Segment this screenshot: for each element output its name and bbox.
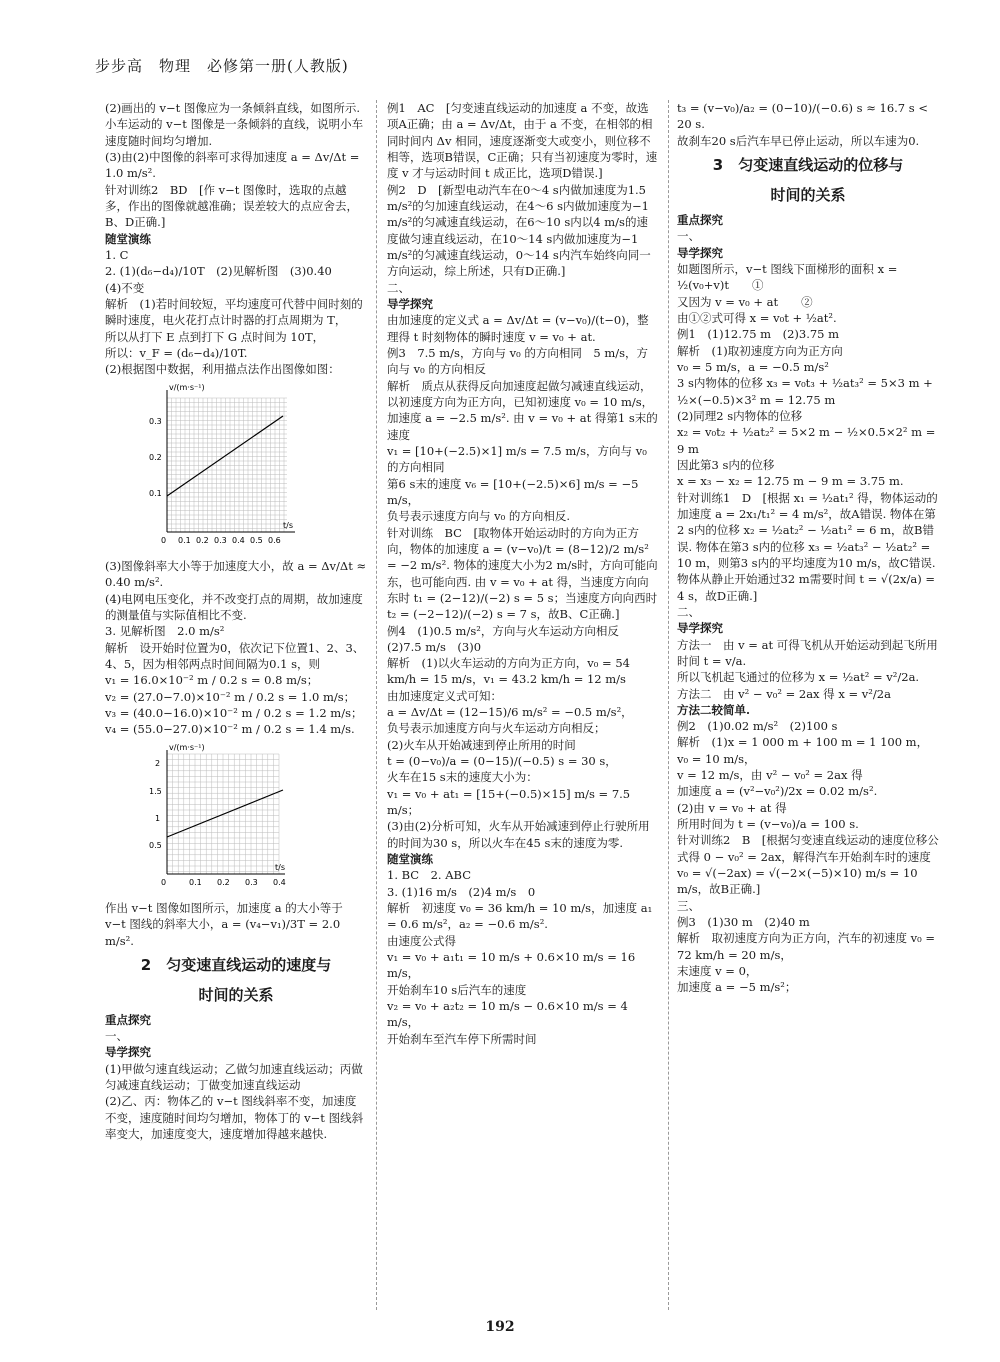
x-tick-label: 0.4 <box>273 877 286 887</box>
text-line: 解析 取初速度方向为正方向，汽车的初速度 v₀ = 72 km/h = 20 m/s， <box>677 931 936 962</box>
text-line: (4)不变 <box>105 280 145 295</box>
text-line: 重点探究 <box>105 1012 151 1027</box>
text-line: 3 s内物体的位移 x₃ = v₀t₃ + ½at₃² = 5×3 m + ½×(−0.5)×3² m = 12.75 m <box>677 376 933 407</box>
graph-grid <box>167 398 287 532</box>
answer-block <box>105 558 367 738</box>
y-tick-label: 2 <box>155 758 161 768</box>
text-line: (2)火车从开始减速到停止所用的时间 <box>387 737 576 752</box>
text-line: 作出 v−t 图像如图所示，加速度 a 的大小等于 v−t 图线的斜率大小，a = (v₄−v₁)/3T = 2.0 m/s². <box>105 900 343 948</box>
y-tick-label: 0.2 <box>149 452 162 462</box>
text-line: v₀ = 5 m/s，a = −0.5 m/s² <box>677 359 829 374</box>
text-line: (3)由(2)分析可知，火车从开始减速到停止行驶所用的时间为30 s，所以火车在45 s末的速度为零. <box>387 819 650 850</box>
y-tick-label: 1 <box>155 813 161 823</box>
fit-line <box>167 416 283 496</box>
text-line: (4)电网电压变化，并不改变打点的周期，故加速度的测量值与实际值相比不变. <box>105 591 363 622</box>
text-line: 所用时间为 t = (v−v₀)/a = 100 s. <box>677 817 859 832</box>
answer-block <box>105 1012 367 1143</box>
text-line: 所以从打下 E 点到打下 G 点时间为 10T， <box>105 329 325 344</box>
x-tick-label: 0.2 <box>196 535 209 545</box>
section-title: 2 匀变速直线运动的速度与 <box>140 955 332 974</box>
text-line: 又因为 v = v₀ + at ② <box>677 294 813 309</box>
text-line: 开始刹车10 s后汽车的速度 <box>387 982 527 997</box>
text-line: 重点探究 <box>677 212 723 227</box>
y-tick-label: 0.1 <box>149 488 162 498</box>
text-line: 随堂演练 <box>387 852 433 867</box>
x-tick-label: 0.6 <box>268 535 281 545</box>
x-tick-label: 0 <box>161 535 167 545</box>
answer-block <box>387 100 659 1047</box>
text-line: a = Δv/Δt = (12−15)/6 m/s² = −0.5 m/s²， <box>387 705 633 720</box>
text-line: 例1 AC [匀变速直线运动的加速度 a 不变，故选项A正确；由 a = Δv/Δt，由于 a 不变，在相邻的相同时间内 Δv 相同，速度逐渐变大或变小，则位移不相等，选项B错误，C正确；只有当初速度为零时，速度 v 才与运动时间 t 成正比，选项D错误.] <box>387 101 658 181</box>
text-line: 由加速度的定义式 a = Δv/Δt = (v−v₀)/(t−0)，整理得 t 时刻物体的瞬时速度 v = v₀ + at. <box>387 313 649 344</box>
velocity-time-graph-2 <box>135 742 305 892</box>
text-line: 解析 质点从获得反向加速度起做匀减速直线运动，以初速度方向为正方向，已知初速度 v₀ = 10 m/s，加速度 a = −2.5 m/s². 由 v = v₀ + at 得第1 s末的速度 <box>387 378 658 442</box>
text-line: 第6 s末的速度 v₆ = [10+(−2.5)×6] m/s = −5 m/s， <box>387 476 639 507</box>
x-tick-label: 0.3 <box>245 877 258 887</box>
running-header: 步步高 物理 必修第一册(人教版) <box>95 57 349 75</box>
text-line: 例2 D [新型电动汽车在0～4 s内做加速度为1.5 m/s²的匀加速直线运动，在4～6 s内做加速度为−1 m/s²的匀减速直线运动，在6～10 s内以4 m/s的速度做匀速直线运动，在10～14 s内做加速度为−1 m/s²的匀减速直线运动，0～14 s内汽车始终向同一方向运动，综上所述，只有D正确.] <box>387 182 651 279</box>
answer-block <box>105 100 367 378</box>
text-line: (3)图像斜率大小等于加速度大小，故 a = Δv/Δt ≈ 0.40 m/s². <box>105 558 367 590</box>
text-line: v₁ = 16.0×10⁻² m / 0.2 s = 0.8 m/s； <box>105 673 319 688</box>
x-tick-label: 0.5 <box>250 535 263 545</box>
column-divider <box>668 100 669 1310</box>
text-line: 方法一 由 v = at 可得飞机从开始运动到起飞所用时间 t = v/a. <box>677 637 938 668</box>
text-line: 例3 (1)30 m (2)40 m <box>677 915 810 930</box>
text-line: 开始刹车至汽车停下所需时间 <box>387 1031 537 1046</box>
text-line: 解析 (1)x = 1 000 m + 100 m = 1 100 m，v₀ = 10 m/s， <box>677 735 929 766</box>
text-line: 针对训练 BC [取物体开始运动时的方向为正方向，物体的加速度 a = (v−v₀)/t = (8−12)/2 m/s² = −2 m/s². 物体的速度大小为2 m/s时，方向可能向东，也可能向西. 由 v = v₀ + at 得，当速度方向向东时 t₁ = (2−12)/(−2) s = 5 s；当速度方向向西时 t₂ = (−2−12)/(−2) s = 7 s，故B、C正确.] <box>387 525 658 622</box>
text-line: t = (0−v₀)/a = (0−15)/(−0.5) s = 30 s， <box>387 754 617 769</box>
x-tick-label: 0.1 <box>189 877 202 887</box>
text-line: 加速度 a = (v²−v₀²)/2x = 0.02 m/s². <box>677 784 878 799</box>
text-line: 由速度公式得 <box>387 933 456 948</box>
text-line: v = 12 m/s，由 v² − v₀² = 2ax 得 <box>677 768 863 783</box>
column-left <box>105 100 367 1314</box>
text-line: 火车在15 s末的速度大小为： <box>387 770 538 785</box>
page-number: 192 <box>485 1319 515 1335</box>
text-line: 针对训练1 D [根据 x₁ = ½at₁² 得，物体运动的加速度 a = 2x₁/t₁² = 4 m/s²，故A错误. 物体在第2 s内的位移 x₂ = ½at₂² − ½at₁² = 6 m，故B错误. 物体在第3 s内的位移 x₃ = ½at₃² − ½at₂² = 10 m，则第3 s内的平均速度为10 m/s，故C错误. 物体从静止开始通过32 m需要时间 t = √(2x/a) = 4 s，故D正确.] <box>677 490 938 603</box>
text-line: (2)根据图中数据，利用描点法作出图像如图： <box>105 362 340 377</box>
text-line: x₂ = v₀t₂ + ½at₂² = 5×2 m − ½×0.5×2² m = 9 m <box>677 425 936 456</box>
text-line: 加速度 a = −5 m/s²； <box>677 980 797 995</box>
text-line: 二、 <box>677 604 700 619</box>
text-line: 导学探究 <box>677 245 723 260</box>
text-line: 因此第3 s内的位移 <box>677 457 775 472</box>
text-line: 1. C <box>105 247 129 262</box>
text-line: 1. BC 2. ABC <box>387 868 471 883</box>
y-tick-label: 0.3 <box>149 416 162 426</box>
text-line: 解析 (1)以火车运动的方向为正方向，v₀ = 54 km/h = 15 m/s，v₁ = 43.2 km/h = 12 m/s <box>387 656 630 687</box>
x-tick-label: 0.1 <box>178 535 191 545</box>
x-tick-label: 0.4 <box>232 535 245 545</box>
fit-line <box>167 790 283 837</box>
answer-block <box>677 100 939 149</box>
text-line: 三、 <box>677 898 700 913</box>
text-line: 由加速度定义式可知： <box>387 688 502 703</box>
text-line: 末速度 v = 0， <box>677 964 758 979</box>
text-line: 3. 见解析图 2.0 m/s² <box>105 624 225 639</box>
text-line: v₃ = (40.0−16.0)×10⁻² m / 0.2 s = 1.2 m/s； <box>105 705 363 720</box>
text-line: 3. (1)16 m/s (2)4 m/s 0 <box>387 884 536 899</box>
text-line: v₂ = (27.0−7.0)×10⁻² m / 0.2 s = 1.0 m/s； <box>105 689 356 704</box>
text-line: 解析 初速度 v₀ = 36 km/h = 10 m/s，加速度 a₁ = 0.6 m/s²，a₂ = −0.6 m/s². <box>387 901 653 932</box>
text-line: 所以飞机起飞通过的位移为 x = ½at² = v²/2a. <box>677 670 920 685</box>
y-tick-label: 0.5 <box>149 840 162 850</box>
text-line: t₃ = (v−v₀)/a₂ = (0−10)/(−0.6) s ≈ 16.7 s < 20 s. <box>677 101 928 132</box>
text-line: 二、 <box>387 280 410 295</box>
text-line: 解析 (1)若时间较短，平均速度可代替中间时刻的瞬时速度，电火花打点计时器的打点周期为 T， <box>105 296 363 328</box>
text-line: x = x₃ − x₂ = 12.75 m − 9 m = 3.75 m. <box>677 474 904 489</box>
column-divider <box>376 100 377 1310</box>
text-line: 由①②式可得 x = v₀t + ½at². <box>677 310 837 325</box>
section-title: 时间的关系 <box>770 186 846 205</box>
text-line: v₄ = (55.0−27.0)×10⁻² m / 0.2 s = 1.4 m/s. <box>105 722 355 737</box>
text-line: (2)乙、丙：物体乙的 v−t 图线斜率不变，加速度不变，速度随时间均匀增加，物体丁的 v−t 图线斜率变大，加速度变大，速度增加得越来越快. <box>105 1094 364 1142</box>
text-line: (1)甲做匀速直线运动；乙做匀加速直线运动；丙做匀减速直线运动；丁做变加速直线运动 <box>105 1061 363 1093</box>
text-line: (2)画出的 v−t 图像应为一条倾斜直线，如图所示. 小车运动的 v−t 图像是一条倾斜的直线，说明小车速度随时间均匀增加. <box>105 101 364 148</box>
text-line: 导学探究 <box>387 296 433 311</box>
x-tick-label: 0.3 <box>214 535 227 545</box>
x-axis-label: t/s <box>283 520 293 530</box>
text-line: 例4 (1)0.5 m/s²，方向与火车运动方向相反 (2)7.5 m/s (3)0 <box>387 623 631 654</box>
text-line: 针对训练2 B [根据匀变速直线运动的速度位移公式得 0 − v₀² = 2ax，解得汽车开始刹车时的速度 v₀ = √(−2ax) = √(−2×(−5)×10) m/s = 10 m/s，故B正确.] <box>677 833 939 897</box>
text-line: 2. (1)(d₆−d₄)/10T (2)见解析图 (3)0.40 <box>105 264 332 279</box>
column-right <box>677 100 939 1314</box>
text-line: 例1 (1)12.75 m (2)3.75 m <box>677 327 840 342</box>
y-axis-label: v/(m·s⁻¹) <box>169 382 205 392</box>
text-line: 如题图所示，v−t 图线下面梯形的面积 x = ½(v₀+v)t ① <box>677 261 898 293</box>
text-line: 导学探究 <box>105 1045 151 1060</box>
text-line: (2)由 v = v₀ + at 得 <box>677 800 787 815</box>
y-axis-label: v/(m·s⁻¹) <box>169 742 205 752</box>
text-line: 针对训练2 BD [作 v−t 图像时，选取的点越多，作出的图像就越准确；误差较大的点应舍去，B、D正确.] <box>105 182 358 230</box>
text-line: 负号表示加速度方向与火车运动方向相反； <box>387 721 606 736</box>
text-line: v₂ = v₀ + a₂t₂ = 10 m/s − 0.6×10 m/s = 4 m/s， <box>387 999 628 1030</box>
section-title: 3 匀变速直线运动的位移与 <box>712 155 904 174</box>
text-line: v₁ = v₀ + at₁ = [15+(−0.5)×15] m/s = 7.5 m/s； <box>387 786 631 818</box>
y-tick-label: 1.5 <box>149 786 162 796</box>
text-line: 方法二较简单. <box>677 702 751 717</box>
text-line: 一、 <box>105 1029 128 1044</box>
velocity-time-graph-1 <box>135 382 305 550</box>
text-line: (3)由(2)中图像的斜率可求得加速度 a = Δv/Δt = 1.0 m/s². <box>105 149 360 181</box>
text-line: v₁ = v₀ + a₁t₁ = 10 m/s + 0.6×10 m/s = 16 m/s， <box>387 950 636 981</box>
text-line: 例3 7.5 m/s，方向与 v₀ 的方向相同 5 m/s，方向与 v₀ 的方向相反 <box>387 345 649 377</box>
section-title: 时间的关系 <box>198 986 274 1005</box>
x-tick-label: 0.2 <box>217 877 230 887</box>
text-line: v₁ = [10+(−2.5)×1] m/s = 7.5 m/s，方向与 v₀ 的方向相同 <box>387 443 647 475</box>
text-line: 一、 <box>677 229 700 244</box>
text-line: 随堂演练 <box>105 231 151 246</box>
column-middle <box>387 100 659 1314</box>
text-line: 例2 (1)0.02 m/s² (2)100 s <box>677 719 838 734</box>
x-axis-label: t/s <box>275 862 285 872</box>
text-line: 方法二 由 v² − v₀² = 2ax 得 x = v²/2a <box>677 686 891 701</box>
text-line: 负号表示速度方向与 v₀ 的方向相反. <box>387 509 571 524</box>
text-line: 所以：v_F = (d₆−d₄)/10T. <box>105 345 248 360</box>
answer-block <box>105 900 367 949</box>
text-line: 故刹车20 s后汽车早已停止运动，所以车速为0. <box>677 133 920 148</box>
text-line: 解析 设开始时位置为0，依次记下位置1、2、3、4、5，因为相邻两点时间间隔为0.1 s，则 <box>105 640 365 671</box>
text-line: 导学探究 <box>677 621 723 636</box>
text-line: 解析 (1)取初速度方向为正方向 <box>677 343 843 358</box>
answer-block <box>677 212 939 996</box>
text-line: (2)同理2 s内物体的位移 <box>677 408 803 423</box>
x-tick-label: 0 <box>161 877 167 887</box>
